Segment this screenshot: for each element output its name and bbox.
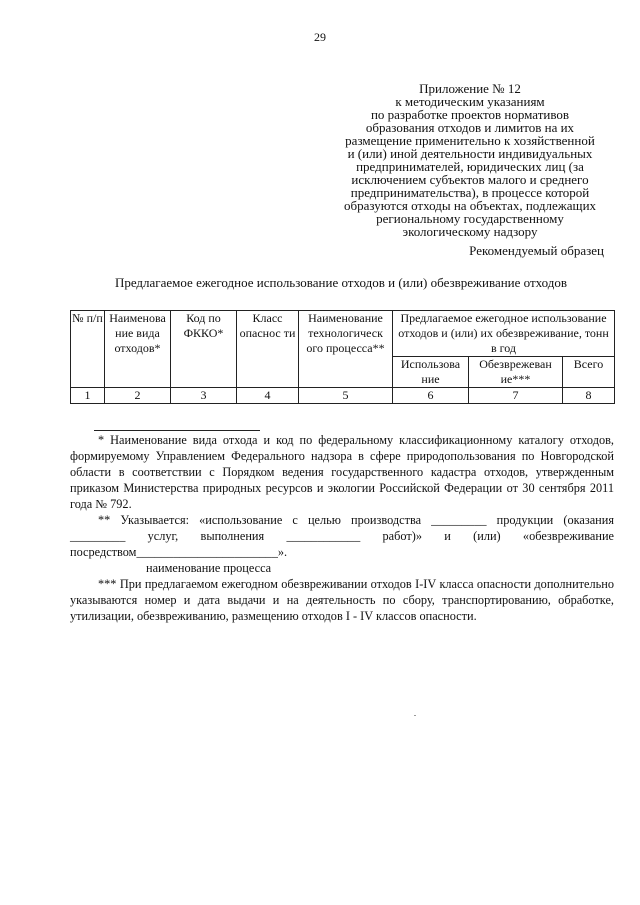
footnotes	[70, 432, 614, 624]
appendix-line: по разработке проектов нормативов	[370, 107, 570, 122]
appendix-line: Приложение № 12	[419, 81, 521, 96]
header-hazard-class: Класс опаснос ти	[237, 311, 299, 388]
header-usage: Использова ние	[393, 357, 469, 388]
header-neutralization: Обезврежеван ие***	[469, 357, 563, 388]
footnote-divider	[94, 430, 260, 431]
document-title: Предлагаемое ежегодное использование отходов и (или) обезвреживание отходов	[114, 275, 568, 290]
header-waste-name: Наименова ние вида отходов*	[105, 311, 171, 388]
header-fkko-code: Код по ФККО*	[171, 311, 237, 388]
table-cell: 4	[237, 388, 299, 404]
appendix-header	[300, 82, 640, 238]
table-cell: 5	[299, 388, 393, 404]
table-header-row	[71, 311, 615, 357]
table-cell: 1	[71, 388, 105, 404]
appendix-line: предпринимателей, юридических лиц (за	[356, 159, 584, 174]
appendix-line: экологическому надзору	[402, 224, 538, 239]
table-cell: 3	[171, 388, 237, 404]
footnote-3: *** При предлагаемом ежегодном обезвреживании отходов I-IV класса опасности дополнительно указываются номер и дата выдачи и на деятельность по сбору, транспортированию, обработке, утилизации, обезвреживанию, размещению отходов I - IV классов опасности.	[70, 577, 614, 623]
recommended-sample-label: Рекомендуемый образец	[469, 243, 604, 258]
header-proposed-usage: Предлагаемое ежегодное использование отходов и (или) их обезвреживание, тонн в год	[393, 311, 615, 357]
appendix-line: региональному государственному	[376, 211, 564, 226]
header-number: № п/п	[71, 311, 105, 388]
appendix-line: предпринимательства), в процессе которой	[350, 185, 590, 200]
table-cell: 6	[393, 388, 469, 404]
appendix-line: к методическим указаниям	[395, 94, 545, 109]
table-row	[71, 388, 615, 404]
appendix-line: размещение применительно к хозяйственной	[345, 133, 595, 148]
table-cell: 2	[105, 388, 171, 404]
table-cell: 8	[563, 388, 615, 404]
appendix-line: исключением субъектов малого и среднего	[351, 172, 589, 187]
appendix-line: и (или) иной деятельности индивидуальных	[347, 146, 593, 161]
appendix-line: образования отходов и лимитов на их	[365, 120, 575, 135]
page-number: 29	[314, 30, 326, 44]
header-process-name: Наименование технологическ ого процесса**	[299, 311, 393, 388]
waste-usage-table	[70, 310, 615, 404]
appendix-line: образуются отходы на объектах, подлежащих	[343, 198, 597, 213]
scan-speck	[414, 715, 416, 716]
footnote-2: ** Указывается: «использование с целью производства _________ продукции (оказания _________ услуг, выполнения ____________ работ)» и (или) «обезвреживание посредством_______________________».	[70, 513, 614, 559]
footnote-2-label: наименование процесса	[146, 561, 272, 575]
header-total: Всего	[563, 357, 615, 388]
table-cell: 7	[469, 388, 563, 404]
footnote-1: * Наименование вида отхода и код по федеральному классификационному каталогу отходов, формируемому Управлением Федерального надзора в сфере природопользования по Новгородской области в соответствии с Порядком ведения государственного кадастра отходов, утвержденным приказом Министерства природных ресурсов и экологии Российской Федерации от 30 сентября 2011 года № 792.	[70, 433, 614, 511]
